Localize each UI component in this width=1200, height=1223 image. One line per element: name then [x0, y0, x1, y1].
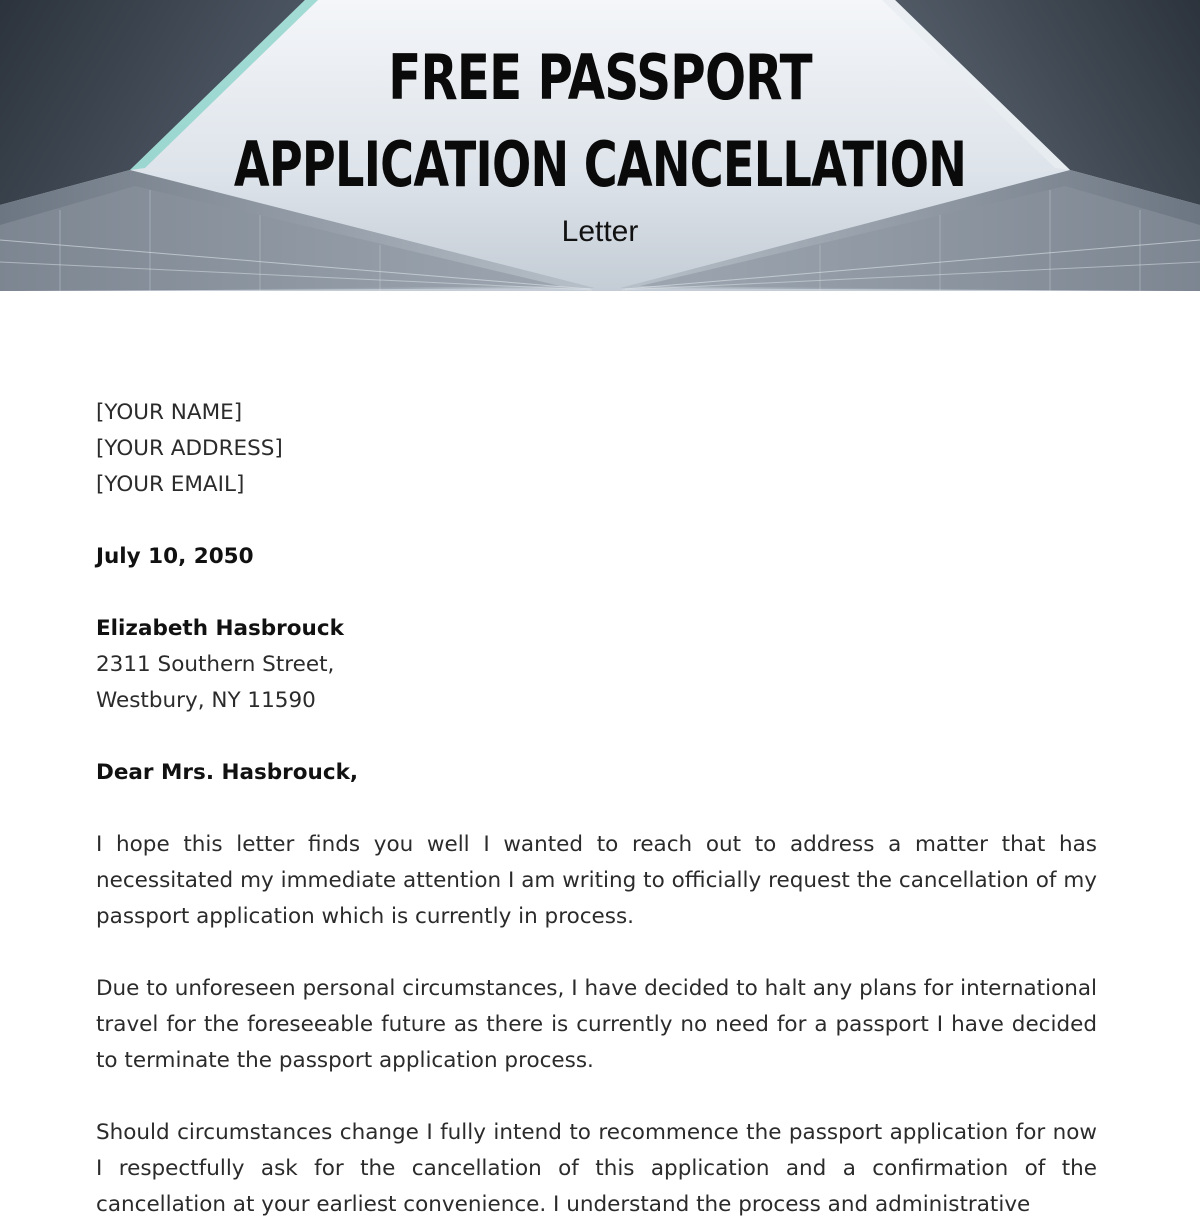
document-subtitle: Letter [561, 215, 639, 248]
document-title-line-1: FREE PASSPORT [388, 41, 812, 114]
recipient-city: Westbury, NY 11590 [96, 688, 316, 713]
document-title-line-2: APPLICATION CANCELLATION [233, 128, 967, 201]
body-paragraph-1: I hope this letter finds you well I wanted to reach out to address a matter that has necessitated my immediate attention I am writing to officially request the cancellation of my passport application which is currently in process. [96, 832, 1097, 929]
sender-block [96, 395, 1097, 503]
recipient-street: 2311 Southern Street, [96, 652, 335, 677]
body-paragraph-2: Due to unforeseen personal circumstances, I have decided to halt any plans for international travel for the foreseeable future as there is currently no need for a passport I have decided to terminate the passport application process. [96, 976, 1097, 1073]
body-paragraph-3: Should circumstances change I fully intend to recommence the passport application for now I respectfully ask for the cancellation of this application and a confirmation of the cancellation at your earliest convenience. I understand the process and administrative [96, 1120, 1097, 1217]
letter-date: July 10, 2050 [96, 544, 254, 569]
recipient-block [96, 611, 1097, 719]
letter-body [96, 395, 1097, 1223]
sender-email: [YOUR EMAIL] [96, 472, 245, 497]
header-banner [0, 0, 1200, 291]
salutation: Dear Mrs. Hasbrouck, [96, 760, 359, 785]
sender-address: [YOUR ADDRESS] [96, 436, 283, 461]
sender-name: [YOUR NAME] [96, 400, 243, 425]
recipient-name: Elizabeth Hasbrouck [96, 616, 344, 641]
